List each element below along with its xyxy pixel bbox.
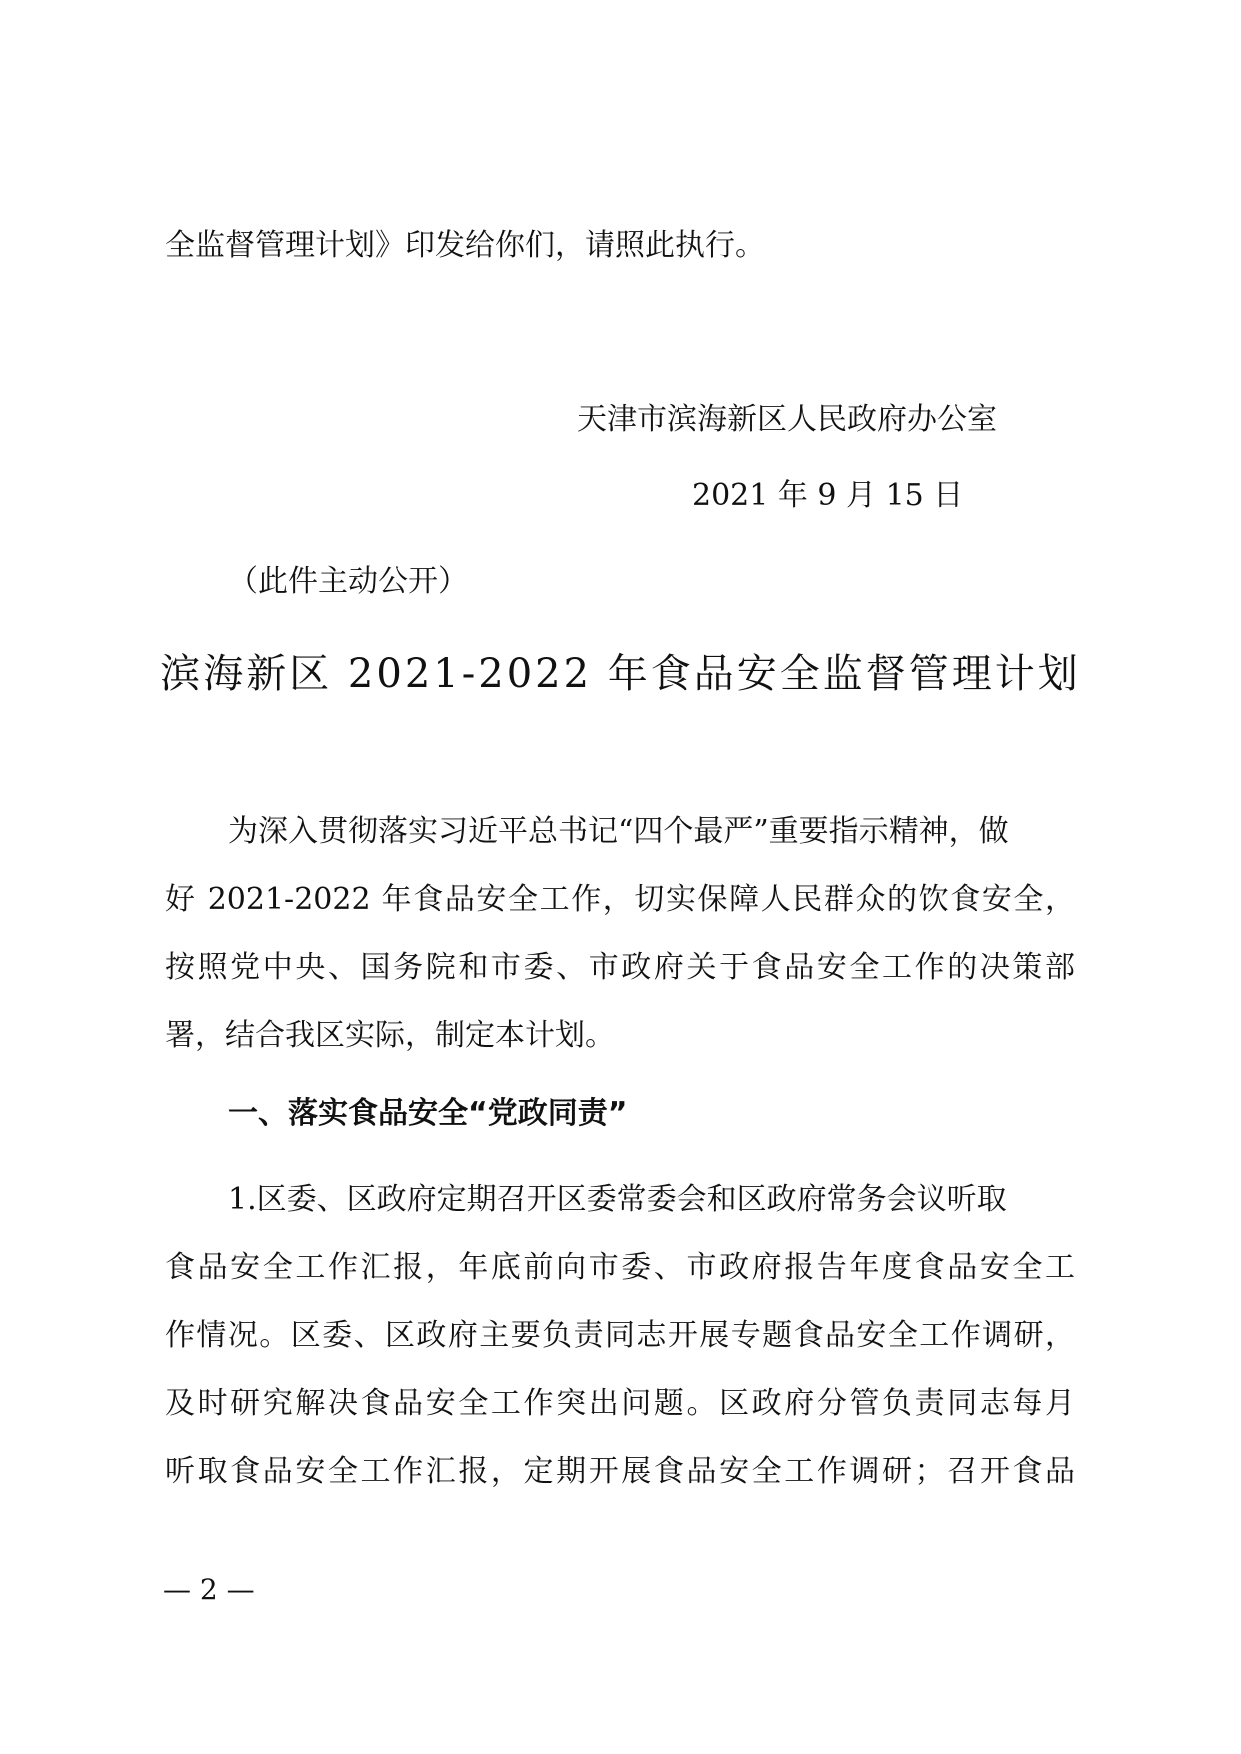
item-1-line: 食品安全工作汇报，年底前向市委、市政府报告年度食品安全工 (165, 1250, 1075, 1285)
page-number: — 2 — (163, 1573, 255, 1606)
item-1-line: 听取食品安全工作汇报，定期开展食品安全工作调研；召开食品 (165, 1454, 1075, 1489)
item-1-line: 1.区委、区政府定期召开区委常委会和区政府常务会议听取 (228, 1182, 1007, 1217)
item-1-line: 作情况。区委、区政府主要负责同志开展专题食品安全工作调研， (165, 1318, 1075, 1353)
section-heading: 一、落实食品安全“党政同责” (228, 1096, 628, 1131)
preamble-line: 好 2021-2022 年食品安全工作，切实保障人民群众的饮食安全， (165, 882, 1075, 917)
preamble-line: 为深入贯彻落实习近平总书记“四个最严”重要指示精神，做 (228, 814, 1009, 849)
document-title: 滨海新区 2021-2022 年食品安全监督管理计划 (160, 651, 1081, 697)
intro-closing-line: 全监督管理计划》印发给你们，请照此执行。 (165, 228, 765, 263)
issue-date: 2021 年 9 月 15 日 (692, 478, 964, 513)
preamble-line: 署，结合我区实际，制定本计划。 (165, 1018, 615, 1053)
item-1-line: 及时研究解决食品安全工作突出问题。区政府分管负责同志每月 (165, 1386, 1075, 1421)
disclosure-note: （此件主动公开） (228, 564, 468, 599)
preamble-line: 按照党中央、国务院和市委、市政府关于食品安全工作的决策部 (165, 950, 1075, 985)
issuer-name: 天津市滨海新区人民政府办公室 (577, 402, 997, 437)
